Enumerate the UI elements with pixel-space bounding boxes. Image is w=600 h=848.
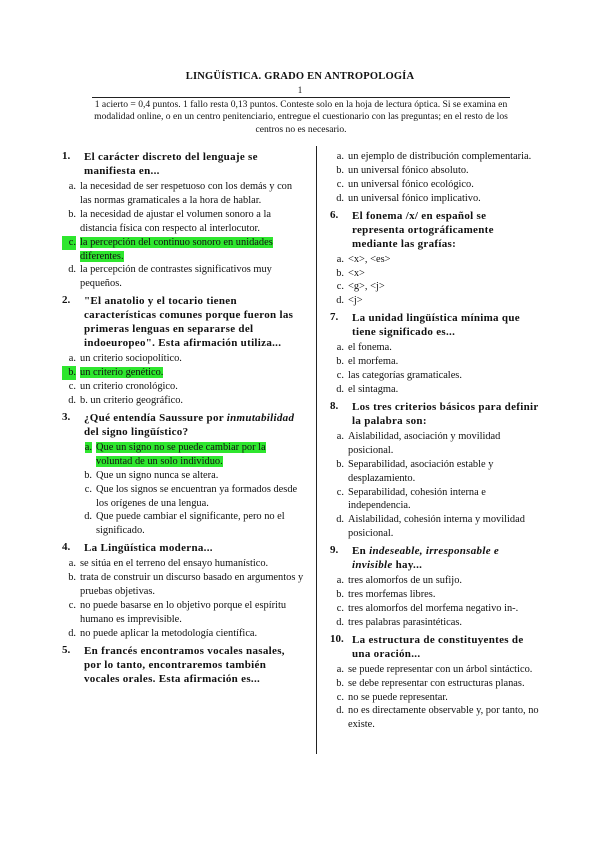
answer-option-d[interactable]: d. no es directamente observable y, por tanto, no existe. <box>336 705 539 731</box>
question-7 <box>330 311 542 397</box>
answer-option-a[interactable]: a. el fonema. <box>336 342 392 354</box>
answer-option-c[interactable]: c. un universal fónico ecológico. <box>336 178 474 190</box>
answer-option-b[interactable]: b. tres morfemas libres. <box>336 589 436 601</box>
answer-option-c[interactable]: c. no puede basarse en lo objetivo porque el espíritu humano es imprevisible. <box>68 599 287 625</box>
answer-option-a-correct[interactable]: a. Que un signo no se puede cambiar por la voluntad de un solo individuo. <box>84 441 266 467</box>
question-number: 4. <box>62 541 71 554</box>
answer-option-c[interactable]: c. las categorías gramaticales. <box>336 370 462 382</box>
question-number: 6. <box>330 208 339 221</box>
question-10 <box>330 633 542 733</box>
answer-option-d[interactable]: d. Aislabilidad, cohesión interna y movilidad posicional. <box>336 514 525 540</box>
answer-option-d[interactable]: d. un universal fónico implicativo. <box>336 192 481 204</box>
question-text: La Lingüística moderna... <box>84 542 213 555</box>
question-text: Los tres criterios básicos para definir la palabra son: <box>352 400 539 427</box>
answer-highlight: la percepción del continuo sonoro en unidades diferentes. <box>80 236 273 262</box>
answer-option-a[interactable]: a. <x>, <es> <box>336 253 391 265</box>
question-4 <box>62 541 304 640</box>
answer-option-b[interactable]: b. se debe representar con estructuras planas. <box>336 677 525 689</box>
page-number: 1 <box>297 85 303 95</box>
answer-option-b[interactable]: b. <x> <box>336 267 365 279</box>
answer-option-a[interactable]: a. se puede representar con un árbol sintáctico. <box>336 663 533 675</box>
question-number: 5. <box>62 643 71 656</box>
right-column <box>330 150 542 735</box>
answer-option-d[interactable]: d. la percepción de contrastes significativos muy pequeños. <box>68 264 272 290</box>
question-number: 7. <box>330 311 339 324</box>
question-text: La estructura de constituyentes de una oración... <box>352 633 524 660</box>
answer-highlight: un criterio genético. <box>80 367 164 379</box>
question-9 <box>330 544 542 630</box>
question-text: El carácter discreto del lenguaje se manifiesta en... <box>84 151 258 177</box>
question-text: La unidad lingüística mínima que tiene significado es... <box>352 312 520 339</box>
answer-option-c[interactable]: c. un criterio cronológico. <box>68 381 178 393</box>
question-number: 1. <box>62 150 71 162</box>
answer-option-b[interactable]: b. un universal fónico absoluto. <box>336 164 469 176</box>
question-number: 8. <box>330 399 339 412</box>
question-number: 9. <box>330 544 339 557</box>
header-rule <box>92 97 510 98</box>
question-number: 3. <box>62 410 71 423</box>
question-6 <box>330 209 542 309</box>
answer-option-b[interactable]: b. la necesidad de ajustar el volumen sonoro a la distancia física con respecto al interlocutor. <box>68 208 272 234</box>
question-5 <box>62 644 304 686</box>
answer-option-c[interactable]: c. Que los signos se encuentran ya formados desde los orígenes de una lengua. <box>84 483 298 509</box>
answer-option-a[interactable]: a. un ejemplo de distribución complementaria. <box>336 151 532 162</box>
answer-highlight: Que un signo no se puede cambiar por la voluntad de un solo individuo. <box>96 441 266 467</box>
answer-option-d[interactable]: d. tres palabras parasintéticas. <box>336 616 462 628</box>
question-3 <box>62 411 304 538</box>
answer-option-c[interactable]: c. tres alomorfos del morfema negativo in-. <box>336 602 519 614</box>
question-2 <box>62 294 304 408</box>
answer-option-b[interactable]: b. Que un signo nunca se altera. <box>84 469 219 481</box>
answer-option-d[interactable]: d. el sintagma. <box>336 383 399 395</box>
question-number: 2. <box>62 294 71 307</box>
exam-instructions: 1 acierto = 0,4 puntos. 1 fallo resta 0,13 puntos. Conteste solo en la hoja de lectura óptica. Si se examina en modalidad online, o en un centro penitenciario, entregue el cuestionario con las preguntas; en el resto de los centros no es necesario. <box>94 99 508 135</box>
left-column <box>62 150 304 688</box>
answer-option-a[interactable]: a. la necesidad de ser respetuoso con los demás y con las normas gramaticales a la hora de hablar. <box>68 181 293 206</box>
question-text: El fonema /x/ en español se representa ortográficamente mediante las grafías: <box>352 209 494 250</box>
question-text: En francés encontramos vocales nasales, por lo tanto, encontraremos también vocales orales. Esta afirmación es... <box>84 644 285 685</box>
question-5-options <box>330 150 542 206</box>
answer-option-a[interactable]: a. un criterio sociopolítico. <box>68 353 182 365</box>
answer-option-d[interactable]: d. no puede aplicar la metodología científica. <box>68 627 258 639</box>
answer-option-d[interactable]: d. <j> <box>336 295 363 307</box>
answer-option-c[interactable]: c. <g>, <j> <box>336 281 385 293</box>
answer-option-b[interactable]: b. trata de construir un discurso basado en argumentos y pruebas objetivas. <box>68 572 304 598</box>
answer-option-a[interactable]: a. tres alomorfos de un sufijo. <box>336 575 462 587</box>
answer-option-b-correct[interactable]: b. un criterio genético. <box>62 366 304 380</box>
exam-title: LINGÜÍSTICA. GRADO EN ANTROPOLOGÍA <box>185 71 415 82</box>
question-1 <box>62 150 304 291</box>
answer-option-b[interactable]: b. Separabilidad, asociación estable y desplazamiento. <box>336 458 494 484</box>
question-text: En indeseable, irresponsable e invisible hay... <box>352 545 500 572</box>
answer-option-a[interactable]: a. se sitúa en el terreno del ensayo humanístico. <box>68 558 269 570</box>
column-divider <box>316 146 317 754</box>
question-number: 10. <box>330 632 344 645</box>
answer-option-c[interactable]: c. no se puede representar. <box>336 691 448 703</box>
answer-option-d[interactable]: d. Que puede cambiar el significante, pero no el significado. <box>84 511 285 537</box>
question-8 <box>330 400 542 541</box>
answer-option-a[interactable]: a. Aislabilidad, asociación y movilidad posicional. <box>336 430 501 456</box>
question-text: ¿Qué entendía Saussure por inmutabilidad del signo lingüístico? <box>84 411 295 438</box>
answer-option-d[interactable]: d. b. un criterio geográfico. <box>68 394 183 406</box>
answer-option-c[interactable]: c. Separabilidad, cohesión interna e independencia. <box>336 486 486 512</box>
answer-option-b[interactable]: b. el morfema. <box>336 356 399 368</box>
answer-option-c-correct[interactable]: c. la percepción del continuo sonoro en unidades diferentes. <box>62 236 304 264</box>
question-text: "El anatolio y el tocario tienen características comunes porque fueron las primeras lenguas en separarse del indoeuropeo". Esta afirmación utiliza... <box>84 295 294 350</box>
